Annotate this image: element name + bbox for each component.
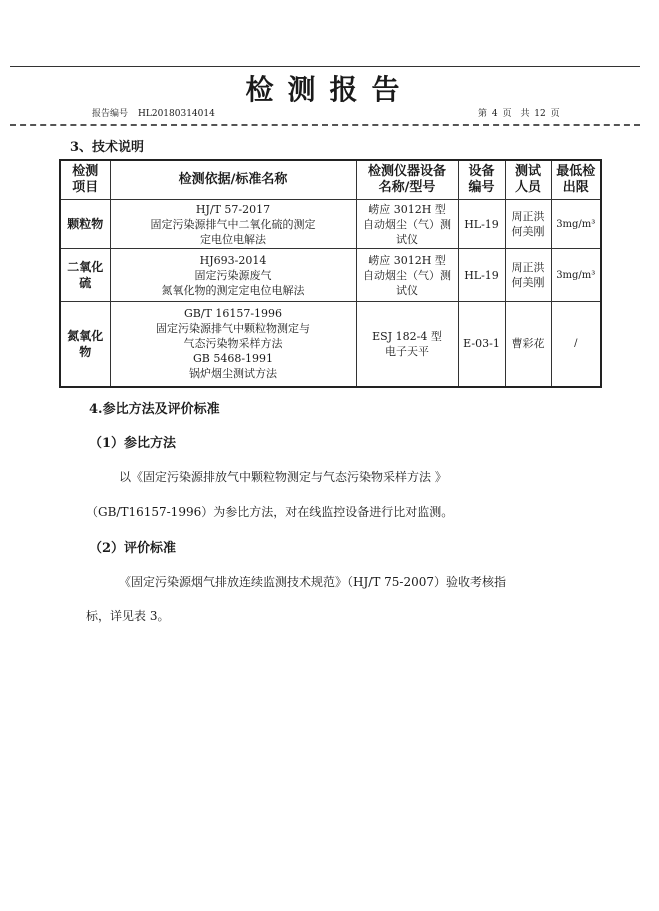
subsection-reference-method-heading: （1）参比方法	[89, 436, 177, 451]
cell-personnel: 周正洪 何美刚	[505, 249, 551, 302]
table-row	[60, 302, 601, 387]
report-number-value: HL20180314014	[138, 109, 215, 119]
evaluation-standard-text-line-1: 《固定污染源烟气排放连续监测技术规范》（HJ/T 75-2007）验收考核指	[119, 575, 507, 589]
cell-detection-limit: 3mg/m³	[551, 249, 601, 302]
header-item: 检测 项目	[60, 160, 110, 200]
section-3-heading: 3、技术说明	[70, 140, 145, 155]
cell-standard: GB/T 16157-1996 固定污染源排气中颗粒物测定与 气态污染物采样方法 GB 5468-1991 锅炉烟尘测试方法	[110, 302, 356, 387]
header-bottom-rule	[10, 124, 640, 126]
report-title: 检测报告	[245, 73, 414, 106]
report-number-label: 报告编号	[92, 109, 129, 119]
table-row	[60, 249, 601, 302]
technical-spec-table	[59, 159, 602, 388]
cell-item: 二氧化 硫	[60, 249, 110, 302]
header-personnel: 测试 人员	[505, 160, 551, 200]
evaluation-standard-text-line-2: 标，详见表 3。	[86, 609, 170, 623]
cell-instrument: 崂应 3012H 型 自动烟尘（气）测 试仪	[356, 249, 458, 302]
section-4-heading: 4.参比方法及评价标准	[89, 402, 220, 417]
cell-instrument: ESJ 182-4 型 电子天平	[356, 302, 458, 387]
cell-personnel: 曹彩花	[505, 302, 551, 387]
header-standard: 检测依据/标准名称	[110, 160, 356, 200]
cell-detection-limit: 3mg/m³	[551, 200, 601, 249]
header-device-no: 设备 编号	[458, 160, 505, 200]
cell-item: 颗粒物	[60, 200, 110, 249]
header-detection-limit: 最低检 出限	[551, 160, 601, 200]
cell-device-no: HL-19	[458, 249, 505, 302]
cell-standard: HJ/T 57-2017 固定污染源排气中二氧化硫的测定 定电位电解法	[110, 200, 356, 249]
report-number	[92, 106, 225, 119]
table-row	[60, 200, 601, 249]
page-indicator: 第 4 页 共 12 页	[478, 109, 560, 119]
reference-method-text-line-1: 以《固定污染源排放气中颗粒物测定与气态污染物采样方法 》	[119, 470, 447, 484]
header-top-rule	[10, 66, 640, 67]
cell-instrument: 崂应 3012H 型 自动烟尘（气）测 试仪	[356, 200, 458, 249]
header-instrument: 检测仪器设备 名称/型号	[356, 160, 458, 200]
subsection-evaluation-standard-heading: （2）评价标准	[89, 541, 177, 556]
reference-method-text-line-2: （GB/T16157-1996）为参比方法，对在线监控设备进行比对监测。	[86, 505, 454, 519]
cell-device-no: HL-19	[458, 200, 505, 249]
table-header-row	[60, 160, 601, 200]
cell-detection-limit: /	[551, 302, 601, 387]
cell-personnel: 周正洪 何美刚	[505, 200, 551, 249]
cell-device-no: E-03-1	[458, 302, 505, 387]
cell-standard: HJ693-2014 固定污染源废气 氮氧化物的测定定电位电解法	[110, 249, 356, 302]
cell-item: 氮氧化 物	[60, 302, 110, 387]
